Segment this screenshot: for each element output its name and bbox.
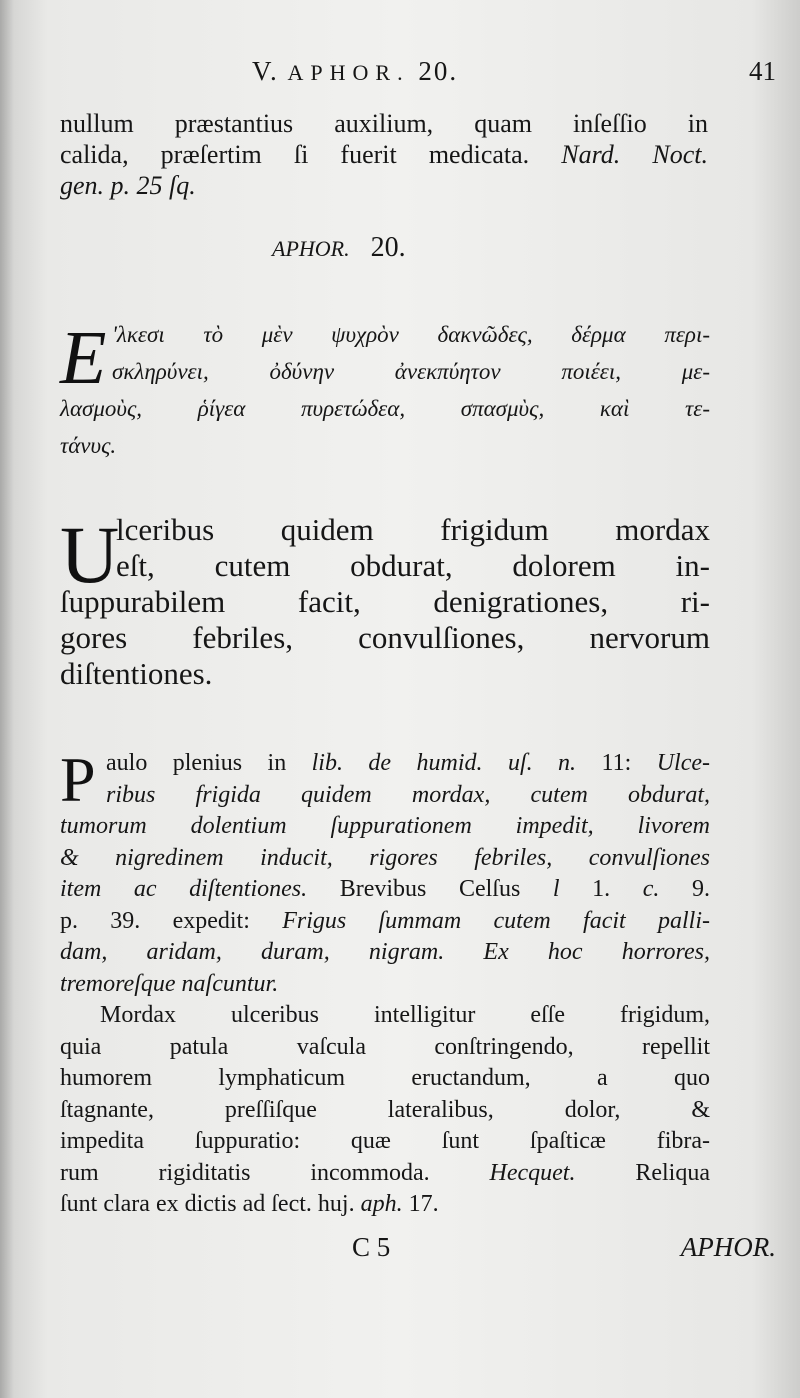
text-run: 17. [402,1191,439,1217]
greek-line: λασμοὺς, ῥίγεα πυρετώδεα, σπασμὺς, καὶ τε- [60,396,710,421]
text-run: Brevibus Celſus [307,876,553,902]
latin-line: lceribus quidem frigidum mordax [116,512,710,547]
running-title-prefix: V. [252,56,279,86]
citation: Nard. Noct. [561,140,708,169]
commentary-drop-capital: P [60,744,96,815]
commentary-line: dam, aridam, duram, nigram. Ex hoc horrores, [60,939,710,965]
text-run: Reliqua [575,1159,710,1186]
aphorism-heading [272,232,406,264]
text-run: p. 39. expedit: [60,907,283,934]
commentary-line: ſtagnante, preſſiſque lateralibus, dolor, & [60,1096,710,1123]
commentary-line [60,1000,710,1032]
citation: l [552,876,560,902]
commentary-line [60,874,710,906]
commentary-line: impedita ſuppuratio: quæ ſunt ſpaſticæ fibra- [60,1128,710,1154]
running-title [252,56,458,87]
greek-line: 'λκεσι τὸ μὲν ψυχρὸν δακνῶδες, δέρμα περι- [112,322,710,347]
latin-drop-capital: U [60,509,120,600]
quote-text: Frigus ſummam cutem facit palli- [282,907,710,934]
aphorism-label: APHOR. [272,236,350,261]
commentary-line: humorem lymphaticum eructandum, a quo [60,1065,710,1091]
greek-line: τάνυς. [60,433,117,458]
latin-line: eſt, cutem obdurat, dolorem in- [116,548,710,583]
text-run: aulo plenius in [106,750,312,776]
commentary-line: ribus frigida quidem mordax, cutem obdurat, [106,781,710,808]
citation: c. [642,876,660,902]
greek-aphorism [60,316,710,464]
text-run: 11: [576,750,657,776]
running-title-main: APHOR. [287,60,410,85]
text-run: 1. [559,876,643,902]
page-number: 41 [749,56,776,86]
commentary-line [60,1158,710,1190]
commentary-line [60,906,710,938]
latin-aphorism [60,509,710,692]
signature-mark: C 5 [352,1232,391,1262]
text-run: calida, præſertim ſi fuerit medicata. [60,140,562,169]
citation: lib. de humid. uſ. n. [311,750,577,776]
greek-drop-capital: E [60,316,107,400]
text-run: ſunt clara ex dictis ad ſect. huj. [60,1191,361,1217]
text-run: rum rigiditatis incommoda. [60,1159,490,1186]
text-line: nullum præstantius auxilium, quam inſeſſio in [60,109,708,138]
text-run: 9. [659,876,711,902]
commentary-line: quia patula vaſcula conſtringendo, repellit [60,1033,710,1060]
citation: aph. [360,1191,403,1217]
text-run: Mordax ulceribus intelligitur eſſe frigidum, [100,1002,710,1028]
latin-line: gores febriles, convulſiones, nervorum [60,620,710,655]
text-line [60,139,708,170]
commentary-line [60,1189,710,1221]
greek-line: σκληρύνει, ὀδύνην ἀνεκπύητον ποιέει, με- [112,359,710,384]
intro-text [60,108,708,201]
commentary [60,744,711,1221]
running-title-number: 20. [418,56,459,86]
commentary-line: tremoreſque naſcuntur. [60,970,279,997]
page-footer [60,1232,782,1272]
latin-line: diſtentiones. [60,656,213,691]
commentary-line: & nigredinem inducit, rigores febriles, convulſiones [60,844,710,871]
quote-text: Ulce- [656,750,710,776]
commentary-line: tumorum dolentium ſuppurationem impedit, livorem [60,813,710,839]
latin-line: ſuppurabilem facit, denigrationes, ri- [60,584,710,619]
quote-text: item ac diſtentiones. [60,876,308,902]
citation: Hecquet. [489,1159,576,1186]
text-line: gen. p. 25 ſq. [60,171,196,200]
running-header [60,56,782,96]
catchword: APHOR. [680,1232,776,1262]
aphorism-number: 20. [370,232,406,263]
commentary-line [60,748,710,780]
